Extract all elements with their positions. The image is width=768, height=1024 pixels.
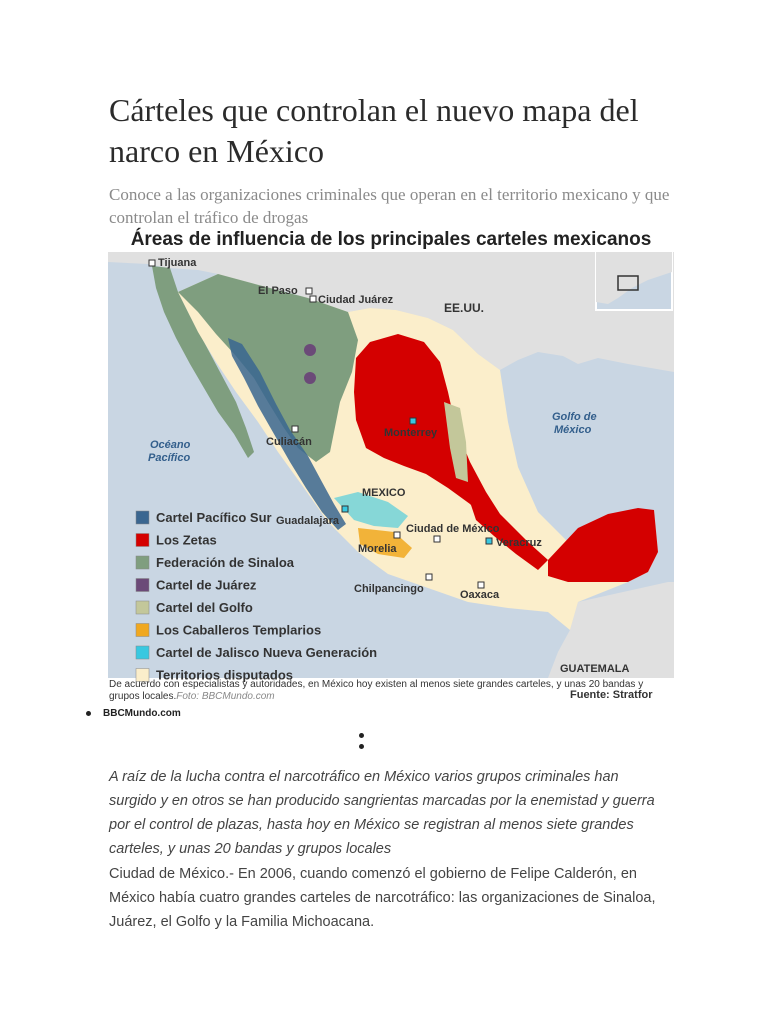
caption-credit: Foto: BBCMundo.com (176, 691, 275, 702)
svg-text:El Paso: El Paso (258, 285, 298, 297)
label-mexico: MEXICO (362, 487, 406, 499)
svg-text:Morelia: Morelia (358, 543, 397, 555)
legend-swatch (136, 534, 149, 547)
city-ciudad-juarez (310, 294, 394, 306)
legend-label: Territorios disputados (156, 667, 293, 683)
bullet-dot (86, 711, 91, 716)
legend-label: Cartel del Golfo (156, 600, 253, 615)
legend-label: Federación de Sinaloa (156, 555, 294, 570)
juarez-marker-1 (304, 344, 316, 356)
label-pacifico: Océano Pacífico (148, 439, 191, 464)
source-bullet (86, 708, 181, 719)
article-subtitle: Conoce a las organizaciones criminales que operan en el territorio mexicano y que controlan el tráfico de drogas (109, 185, 670, 227)
article-lead: A raíz de la lucha contra el narcotráfico en México varios grupos criminales han surgido y en otros se han producido sangrientas marcadas por la enemistad y guerra por el control de plazas, hasta hoy en México se registran al menos siete grandes carteles, y unas 20 bandas y grupos locales (109, 769, 655, 857)
svg-text:Veracruz: Veracruz (496, 537, 542, 549)
legend-item (136, 555, 295, 570)
section-divider (359, 733, 365, 755)
caption-text: De acuerdo con especialistas y autoridades, en México hoy existen al menos siete grandes carteles, y unas 20 bandas y grupos locales. (109, 679, 644, 702)
legend-item (136, 623, 321, 638)
label-eeuu: EE.UU. (444, 301, 485, 315)
legend-swatch (136, 511, 149, 524)
legend-item (136, 510, 272, 525)
svg-text:Tijuana: Tijuana (158, 257, 197, 269)
map-source: Fuente: Stratfor (570, 689, 653, 701)
svg-text:Oaxaca: Oaxaca (460, 589, 500, 601)
legend-label: Cartel de Juárez (156, 577, 257, 593)
legend-item (136, 645, 377, 660)
legend-swatch (136, 601, 149, 614)
image-caption (109, 679, 669, 703)
legend-item (136, 533, 217, 548)
article-title: Cárteles que controlan el nuevo mapa del narco en México (109, 92, 639, 169)
svg-text:Ciudad de México: Ciudad de México (406, 523, 500, 535)
legend-swatch (136, 556, 149, 569)
source-label: BBCMundo.com (103, 708, 181, 719)
legend-label: Los Caballeros Templarios (156, 622, 322, 638)
svg-text:Monterrey: Monterrey (384, 427, 438, 439)
juarez-marker-2 (304, 372, 316, 384)
svg-text:Guadalajara: Guadalajara (276, 515, 339, 527)
svg-text:Culiacán: Culiacán (266, 436, 312, 448)
label-golfo-mexico: Golfo de México (552, 411, 597, 436)
svg-text:Chilpancingo: Chilpancingo (354, 583, 424, 595)
legend-swatch (136, 624, 149, 637)
legend-swatch (136, 579, 149, 592)
legend-label: Cartel de Jalisco Nueva Generación (156, 645, 378, 660)
label-guatemala: GUATEMALA (560, 663, 630, 675)
map-title: Áreas de influencia de los principales carteles mexicanos (130, 229, 652, 250)
divider-dot-1 (359, 733, 364, 738)
legend-label: Cartel Pacífico Sur (156, 510, 272, 525)
article-body: Ciudad de México.- En 2006, cuando comenzó el gobierno de Felipe Calderón, en México había cuatro grandes carteles de narcotráfico: las organizaciones de Sinaloa, Juárez, el Golfo y la Familia Michoacana. (109, 866, 656, 930)
legend-swatch (136, 646, 149, 659)
legend-label: Los Zetas (156, 532, 217, 548)
svg-text:Ciudad Juárez: Ciudad Juárez (318, 294, 394, 306)
divider-dot-2 (359, 744, 364, 749)
